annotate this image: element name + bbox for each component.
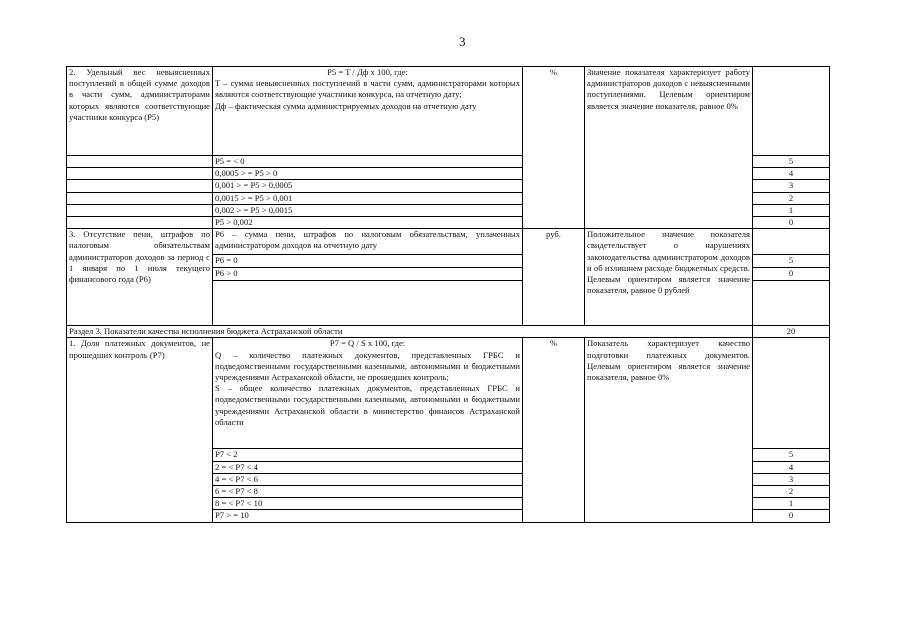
criterion-note: Показатель характеризует качество подготовки платежных документов. Целевым ориентиром является значение показателя, равное 0%: [585, 338, 753, 522]
score-cell: 3: [753, 473, 830, 485]
score-cell: 2: [753, 486, 830, 498]
condition-cell: P5 = < 0: [213, 156, 523, 168]
section-title: Раздел 3. Показатели качества исполнения бюджета Астраханской области: [67, 326, 753, 338]
score-cell: 0: [753, 217, 830, 229]
criterion-formula: P7 = Q / S х 100, где:: [329, 338, 406, 349]
criterion-name: 1. Доля платежных документов, не прошедших контроль (P7): [67, 338, 213, 522]
condition-cell: 6 = < P7 < 8: [213, 486, 523, 498]
unit-cell: %: [523, 67, 585, 229]
criterion-name: 2. Удельный вес невыясненных поступлений в общей сумме доходов в части сумм, администраторами которых являются соответствующие участники конкурса (P5): [67, 67, 213, 156]
score-cell: 0: [753, 268, 830, 281]
condition-cell: P6 = 0: [213, 254, 523, 267]
score-cell: 4: [753, 461, 830, 473]
condition-cell: 4 = < P7 < 6: [213, 473, 523, 485]
criterion-note: Положительное значение показателя свидетельствует о нарушениях законодательства администратором доходов и об излишнем расходе бюджетных средств. Целевым ориентиром является значение показателя, равное 0 рублей: [585, 229, 753, 326]
score-cell: 2: [753, 192, 830, 204]
section-score: 20: [753, 326, 830, 338]
criteria-table: [66, 66, 830, 523]
score-cell: 3: [753, 180, 830, 192]
condition-cell: 2 = < P7 < 4: [213, 461, 523, 473]
description-line: Дф – фактическая сумма администрируемых доходов на отчетную дату: [215, 100, 477, 111]
score-cell: 4: [753, 168, 830, 180]
score-cell: 5: [753, 156, 830, 168]
condition-cell: P7 < 2: [213, 449, 523, 461]
condition-cell: 0,0005 > = P5 > 0: [213, 168, 523, 180]
criterion-description: P6 – сумма пени, штрафов по налоговым обязательствам, уплаченных администратором доходов на отчетную дату: [213, 229, 523, 255]
unit-cell: %: [523, 338, 585, 522]
criterion-formula: P5 = T / Дф х 100, где:: [327, 67, 408, 77]
condition-cell: P6 > 0: [213, 268, 523, 281]
criterion-description: [213, 67, 523, 156]
criterion-row-p7: [67, 338, 830, 449]
score-cell: 0: [753, 510, 830, 522]
score-blank: [753, 67, 830, 156]
criterion-description: [213, 338, 523, 449]
score-cell: 5: [753, 254, 830, 267]
unit-cell: руб.: [523, 229, 585, 326]
score-cell: 1: [753, 204, 830, 216]
condition-cell: 0,002 > = P5 > 0,0015: [213, 204, 523, 216]
condition-cell: P7 > = 10: [213, 510, 523, 522]
page-number: 3: [459, 34, 466, 49]
criterion-row-p5: [67, 67, 830, 156]
condition-cell: 8 = < P7 < 10: [213, 498, 523, 510]
criteria-table-sheet: [66, 66, 829, 536]
score-cell: 5: [753, 449, 830, 461]
criterion-name: 3. Отсутствие пени, штрафов по налоговым обязательствам администраторов доходов за период с 1 января по 1 июля текущего финансового года (P6): [67, 229, 213, 326]
description-line: S – общее количество платежных документов, представленных ГРБС и подведомственными государственными казенными, автономными и бюджетными учреждениями Астраханской области в министерство финансов Астраханской области: [215, 383, 520, 427]
condition-cell: 0,0015 > = P5 > 0,001: [213, 192, 523, 204]
description-line: T – сумма невыясненных поступлений в части сумм, администраторами которых являются соответствующие участники конкурса, на отчетную дату;: [215, 78, 520, 100]
description-line: Q – количество платежных документов, представленных ГРБС и подведомственными государственными казенными, автономными и бюджетными учреждениями Астраханской области, не прошедших контроль;: [215, 349, 520, 383]
criterion-row-p6: [67, 229, 830, 255]
condition-cell: P5 > 0,002: [213, 217, 523, 229]
condition-cell: 0,001 > = P5 > 0,0005: [213, 180, 523, 192]
section-row: [67, 326, 830, 338]
criterion-note: Значение показателя характеризует работу администраторов доходов с невыясненными поступлениями. Целевым ориентиром является значение показателя, равное 0%: [585, 67, 753, 229]
score-cell: 1: [753, 498, 830, 510]
